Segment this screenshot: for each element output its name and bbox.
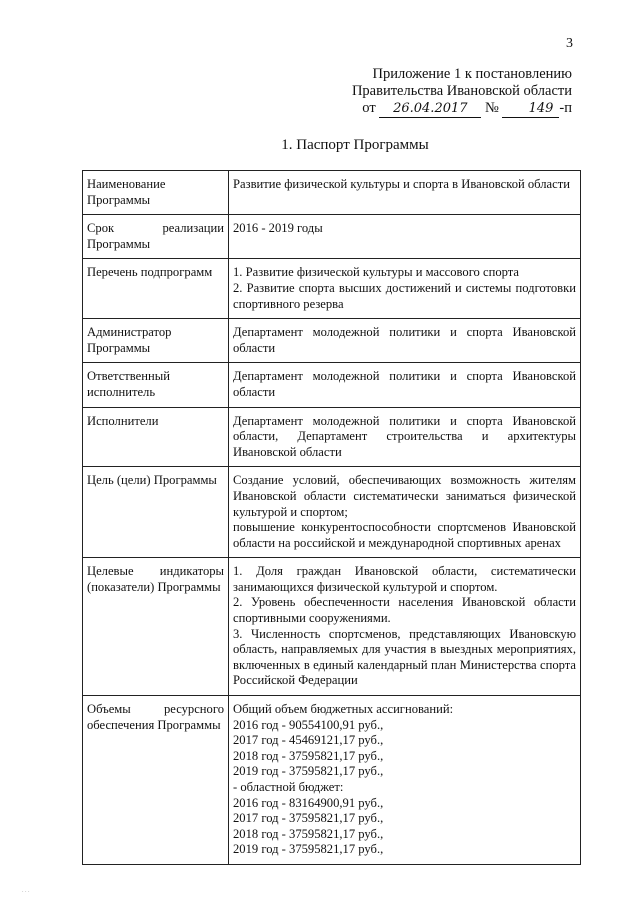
row-value [229,171,581,215]
value-line: 2018 год - 37595821,17 руб., [233,748,384,763]
number-suffix: -п [559,100,572,116]
table-row [83,215,581,259]
row-label: Ответственный исполнитель [83,363,229,407]
value-line: повышение конкурентоспособности спортсменов Ивановской области на российской и международной спортивных аренах [233,520,576,550]
row-label: Наименование Программы [83,171,229,215]
row-label: Целевые индикаторы (показатели) Программы [83,558,229,696]
row-value [229,363,581,407]
table-row [83,558,581,696]
table-row [83,407,581,467]
table-row [83,319,581,363]
table-row [83,259,581,319]
table-row [83,467,581,558]
value-line: Департамент молодежной политики и спорта Ивановской области [233,369,576,399]
value-line: 2017 год - 45469121,17 руб., [233,733,384,748]
row-value [229,558,581,696]
value-line: 1. Развитие физической культуры и массового спорта [233,265,520,280]
row-value [229,259,581,319]
value-line: 2017 год - 37595821,17 руб., [233,811,384,826]
value-line: Общий объем бюджетных ассигнований: [233,702,454,717]
appendix-header [352,66,572,118]
row-label: Объемы ресурсного обеспечения Программы [83,696,229,865]
row-label: Администратор Программы [83,319,229,363]
value-line: Департамент молодежной политики и спорта Ивановской области [233,325,576,355]
row-value [229,215,581,259]
value-line: 2016 год - 90554100,91 руб., [233,717,384,732]
page-number: 3 [566,36,573,51]
scan-artifact: . . . [22,888,30,894]
document-title: 1. Паспорт Программы [281,137,429,153]
row-value [229,319,581,363]
row-label: Перечень подпрограмм [83,259,229,319]
table-row [83,171,581,215]
header-line-3 [352,100,572,118]
program-passport-table [82,170,581,865]
row-value [229,467,581,558]
value-line: 2019 год - 37595821,17 руб., [233,764,384,779]
table-row [83,696,581,865]
value-line: Департамент молодежной политики и спорта Ивановской области, Департамент строительства и архитектуры Ивановской области [233,413,576,459]
value-line: 2018 год - 37595821,17 руб., [233,826,384,841]
value-line: Развитие физической культуры и спорта в Ивановской области [233,177,570,191]
handwritten-number: 149 [502,100,559,118]
row-value [229,407,581,467]
value-line: - областной бюджет: [233,780,344,794]
value-line: 2. Уровень обеспеченности населения Ивановской области спортивными сооружениями. [233,595,576,626]
value-line: 2. Развитие спорта высших достижений и системы подготовки спортивного резерва [233,280,576,311]
row-label: Цель (цели) Программы [83,467,229,558]
number-sign: № [484,100,499,116]
value-line: 3. Численность спортсменов, представляющих Ивановскую область, направляемых для участия в выездных мероприятиях, включенных в единый календарный план Министерства спорта Российской Федерации [233,626,576,688]
value-line: 1. Доля граждан Ивановской области, систематически занимающихся физической культурой и спортом. [233,564,576,594]
header-line-1: Приложение 1 к постановлению [372,66,572,82]
row-label: Срок реализации Программы [83,215,229,259]
value-line: Создание условий, обеспечивающих возможность жителям Ивановской области систематически заниматься физической культурой и спортом; [233,473,576,519]
table-row [83,363,581,407]
value-line: 2016 - 2019 годы [233,221,323,236]
row-value [229,696,581,865]
handwritten-date: 26.04.2017 [379,100,481,118]
value-line: 2019 год - 37595821,17 руб., [233,842,384,857]
value-line: 2016 год - 83164900,91 руб., [233,795,384,810]
from-label: от [362,100,376,116]
row-label: Исполнители [83,407,229,467]
header-line-2: Правительства Ивановской области [351,83,572,99]
